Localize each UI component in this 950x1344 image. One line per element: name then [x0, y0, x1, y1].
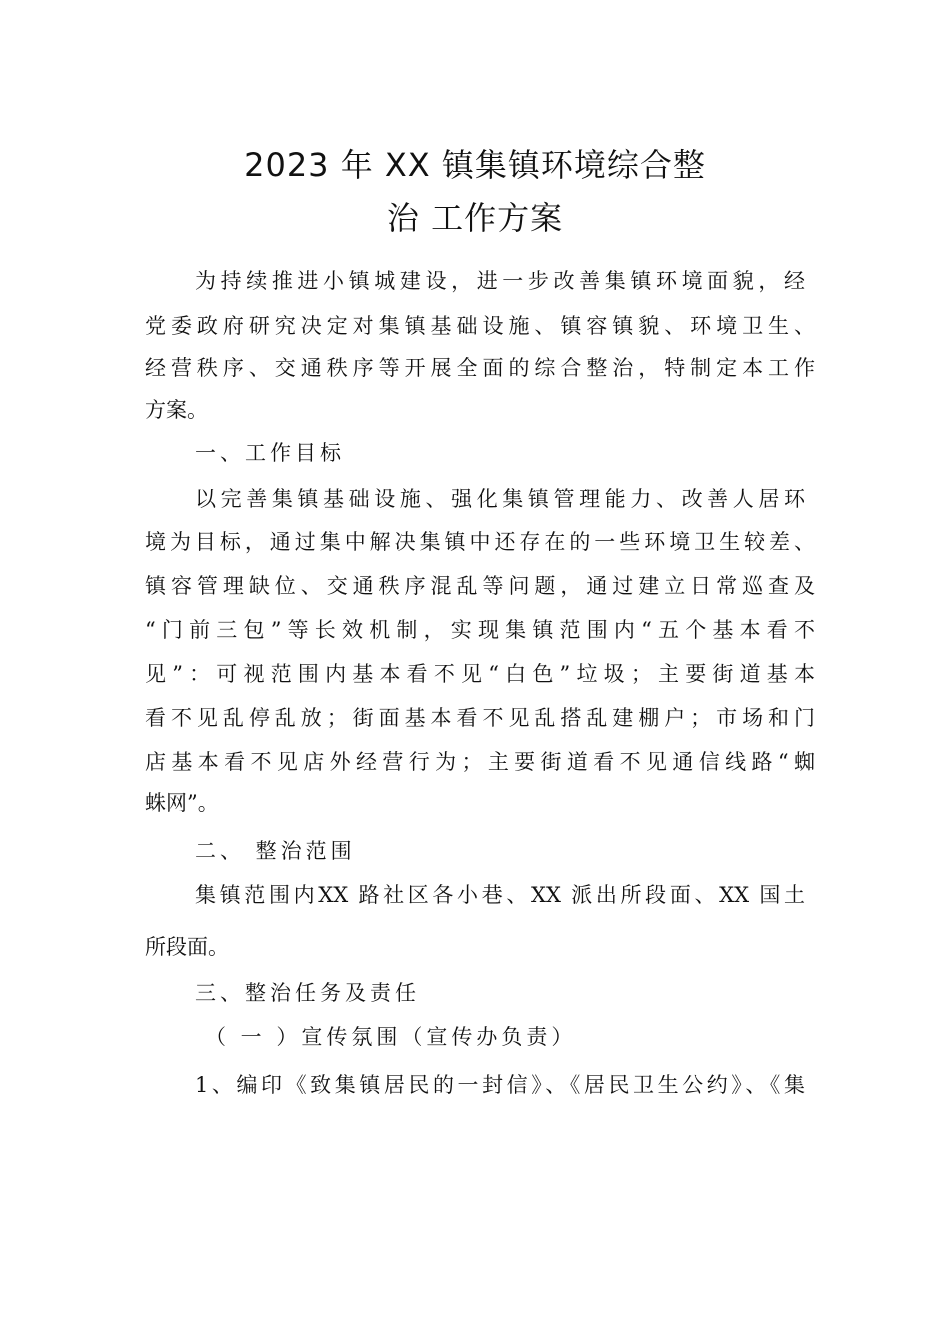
section-1-line-8: 蛛网”。	[145, 791, 219, 815]
section-1-line-3: 镇容管理缺位、交通秩序混乱等问题，通过建立日常巡查及	[145, 574, 815, 598]
intro-line-2: 党委政府研究决定对集镇基础设施、镇容镇貌、环境卫生、	[145, 314, 815, 338]
intro-line-4: 方案。	[145, 398, 208, 422]
section-1-line-1: 以完善集镇基础设施、强化集镇管理能力、改善人居环	[195, 487, 805, 511]
intro-line-1: 为持续推进小镇城建设，进一步改善集镇环境面貌，经	[195, 269, 805, 293]
section-3-heading: 三、整治任务及责任	[195, 981, 420, 1005]
section-2-line-1: 集镇范围内XX 路社区各小巷、XX 派出所段面、XX 国土	[195, 883, 805, 907]
section-1-line-2: 境为目标，通过集中解决集镇中还存在的一些环境卫生较差、	[145, 530, 815, 554]
section-1-line-6: 看不见乱停乱放；街面基本看不见乱搭乱建棚户；市场和门	[145, 706, 815, 730]
section-1-heading: 一、工作目标	[195, 441, 345, 465]
subsection-1-heading: （ 一 ）宣传氛围（宣传办负责）	[205, 1025, 577, 1049]
section-2-heading: 二、 整治范围	[195, 839, 356, 863]
section-1-line-7: 店基本看不见店外经营行为；主要街道看不见通信线路“蜘	[145, 750, 815, 774]
document-title-line-1: 2023 年 XX 镇集镇环境综合整	[244, 146, 706, 184]
intro-line-3: 经营秩序、交通秩序等开展全面的综合整治，特制定本工作	[145, 356, 815, 380]
section-2-line-2: 所段面。	[145, 935, 229, 959]
section-1-line-4: “门前三包”等长效机制，实现集镇范围内“五个基本看不	[145, 618, 815, 642]
document-title-line-2: 治 工作方案	[386, 199, 564, 237]
item-1-line: 1、编印《致集镇居民的一封信》、《居民卫生公约》、《集	[195, 1073, 805, 1097]
section-1-line-5: 见”：可视范围内基本看不见“白色”垃圾；主要街道基本	[145, 662, 815, 686]
